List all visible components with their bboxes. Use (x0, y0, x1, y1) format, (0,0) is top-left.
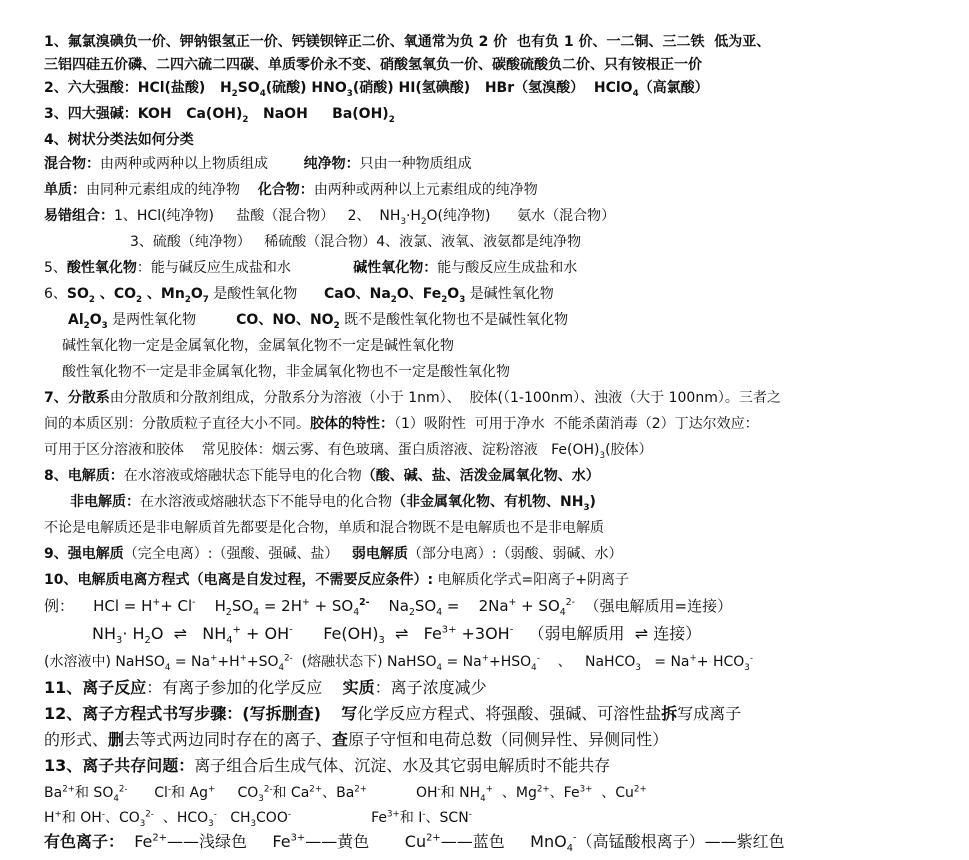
text-line-9: 3、硫酸（纯净物） 稀硫酸（混合物）4、液氯、液氧、液氨都是纯净物 (130, 234, 582, 250)
text-line-30: $Ba^{2+}$和 $SO_4^{2-}$ Cl-和 Ag+ $CO_3^{2-}$和 $Ca^{2+}$、$Ba^{2+}$ OH-和 $NH_4^+$ 、$Mg^{2+}$、$Fe^{3+}$ 、$Cu^{2+}$ (44, 784, 647, 804)
text-line-19: 非电解质：在水溶液或熔融状态下不能导电的化合物（非金属氧化物、有机物、$NH_3$) (70, 494, 596, 513)
text-line-12: $Al_2O_3$ 是两性氧化物 CO、NO、$NO_2$ 既不是酸性氧化物也不是碱性氧化物 (68, 312, 569, 331)
text-line-29: 13、离子共存问题：离子组合后生成气体、沉淀、水及其它弱电解质时不能共存 (44, 756, 611, 775)
text-line-31: H+和 OH-、$CO_3^{2-}$ 、$HCO_3^-$ $CH_3COO^-$ $Fe^{3+}$和 I-、SCN- (44, 809, 472, 829)
text-line-17: 可用于区分溶液和胶体 常见胶体：烟云雾、有色玻璃、蛋白质溶液、淀粉溶液 $Fe(OH)_3$(胶体） (44, 442, 653, 461)
text-line-32: 有色离子： $Fe^{2+}——$浅绿色 $Fe^{3+}——$黄色 $Cu^{2+}——$蓝色 MnO$_4$-（高锰酸根离子）——紫红色 (44, 832, 785, 855)
text-line-14: 酸性氧化物不一定是非金属氧化物，非金属氧化物也不一定是酸性氧化物 (62, 364, 510, 380)
text-line-25: (水溶液中) NaHSO$_4$ = $Na^++H^++SO_4^{2-}$ (熔融状态下) NaHSO$_4$ = $Na^++HSO_4^-$ 、 NaHCO$_3$ = $Na^++ HCO_3^-$ (44, 653, 753, 673)
text-line-6: 混合物：由两种或两种以上物质组成 纯净物：只由一种物质组成 (44, 156, 472, 172)
text-line-21: 9、强电解质（完全电离）:（强酸、强碱、盐） 弱电解质（部分电离）:（弱酸、弱碱、水） (44, 546, 623, 562)
text-line-8: 易错组合：1、HCl(纯净物) 盐酸（混合物） 2、 $NH_3\cdot H_2O$(纯净物) 氨水（混合物） (44, 208, 616, 227)
text-line-24: $NH_3\cdot H_2O$ ⇌ $NH_4^+ + OH^-$ $Fe(OH)_3$ ⇌ $Fe^{3+} +3OH^-$ （弱电解质用 ⇌ 连接） (92, 624, 702, 647)
text-line-22: 10、电解质电离方程式（电离是自发过程，不需要反应条件）: 电解质化学式=阳离子+阴离子 (44, 572, 630, 588)
text-line-13: 碱性氧化物一定是金属氧化物，金属氧化物不一定是碱性氧化物 (62, 338, 454, 354)
text-line-2: 三铝四硅五价磷、二四六硫二四碳、单质零价永不变、硝酸氢氧负一价、碳酸硫酸负二价、只有铵根正一价 (44, 57, 702, 73)
text-line-23: 例： HCl = H++ Cl- $H_2SO_4 = 2H^+ + SO_4^{2-}$ $Na_2SO_4$ = $2Na^+ + SO_4^{2-}$ （强电解质用=连接） (44, 597, 733, 618)
text-line-7: 单质：由同种元素组成的纯净物 化合物：由两种或两种以上元素组成的纯净物 (44, 182, 538, 198)
text-line-18: 8、电解质：在水溶液或熔融状态下能导电的化合物（酸、碱、盐、活泼金属氧化物、水） (44, 468, 600, 484)
text-line-4: 3、四大强碱：KOH $Ca(OH)_2$ NaOH $Ba(OH)_2$ (44, 106, 395, 125)
text-line-10: 5、酸性氧化物：能与碱反应生成盐和水 碱性氧化物：能与酸反应生成盐和水 (44, 260, 578, 276)
text-line-27: 12、离子方程式书写步骤：(写拆删查) 写化学反应方程式、将强酸、强碱、可溶性盐拆写成离子 (44, 704, 742, 723)
text-line-1: 1、氟氯溴碘负一价、钾钠银氢正一价、钙镁钡锌正二价、氧通常为负 2 价 也有负 1 价、一二铜、三二铁 低为亚、 (44, 34, 771, 50)
text-line-16: 间的本质区别：分散质粒子直径大小不同。胶体的特性：（1）吸附性 可用于净水 不能杀菌消毒（2）丁达尔效应： (44, 416, 759, 432)
text-line-11: 6、$SO_2$ 、$CO_2$ 、$Mn_2O_7$ 是酸性氧化物 CaO、$Na_2O$、$Fe_2O_3$ 是碱性氧化物 (44, 286, 554, 305)
text-line-5: 4、树状分类法如何分类 (44, 132, 194, 148)
text-line-20: 不论是电解质还是非电解质首先都要是化合物，单质和混合物既不是电解质也不是非电解质 (44, 520, 604, 536)
text-line-26: 11、离子反应：有离子参加的化学反应 实质：离子浓度减少 (44, 678, 487, 697)
text-line-3: 2、六大强酸：HCl(盐酸) $H_2SO_4$(硫酸) $HNO_3$(硝酸) HI(氢碘酸) HBr（氢溴酸） HClO$_4$（高氯酸） (44, 80, 709, 99)
text-line-28: 的形式、删去等式两边同时存在的离子、查原子守恒和电荷总数（同侧异性、异侧同性） (44, 730, 669, 749)
text-line-15: 7、分散系由分散质和分散剂组成，分散系分为溶液（小于 1nm）、 胶体(（1-100nm）、浊液（大于 100nm）。三者之 (44, 390, 781, 406)
